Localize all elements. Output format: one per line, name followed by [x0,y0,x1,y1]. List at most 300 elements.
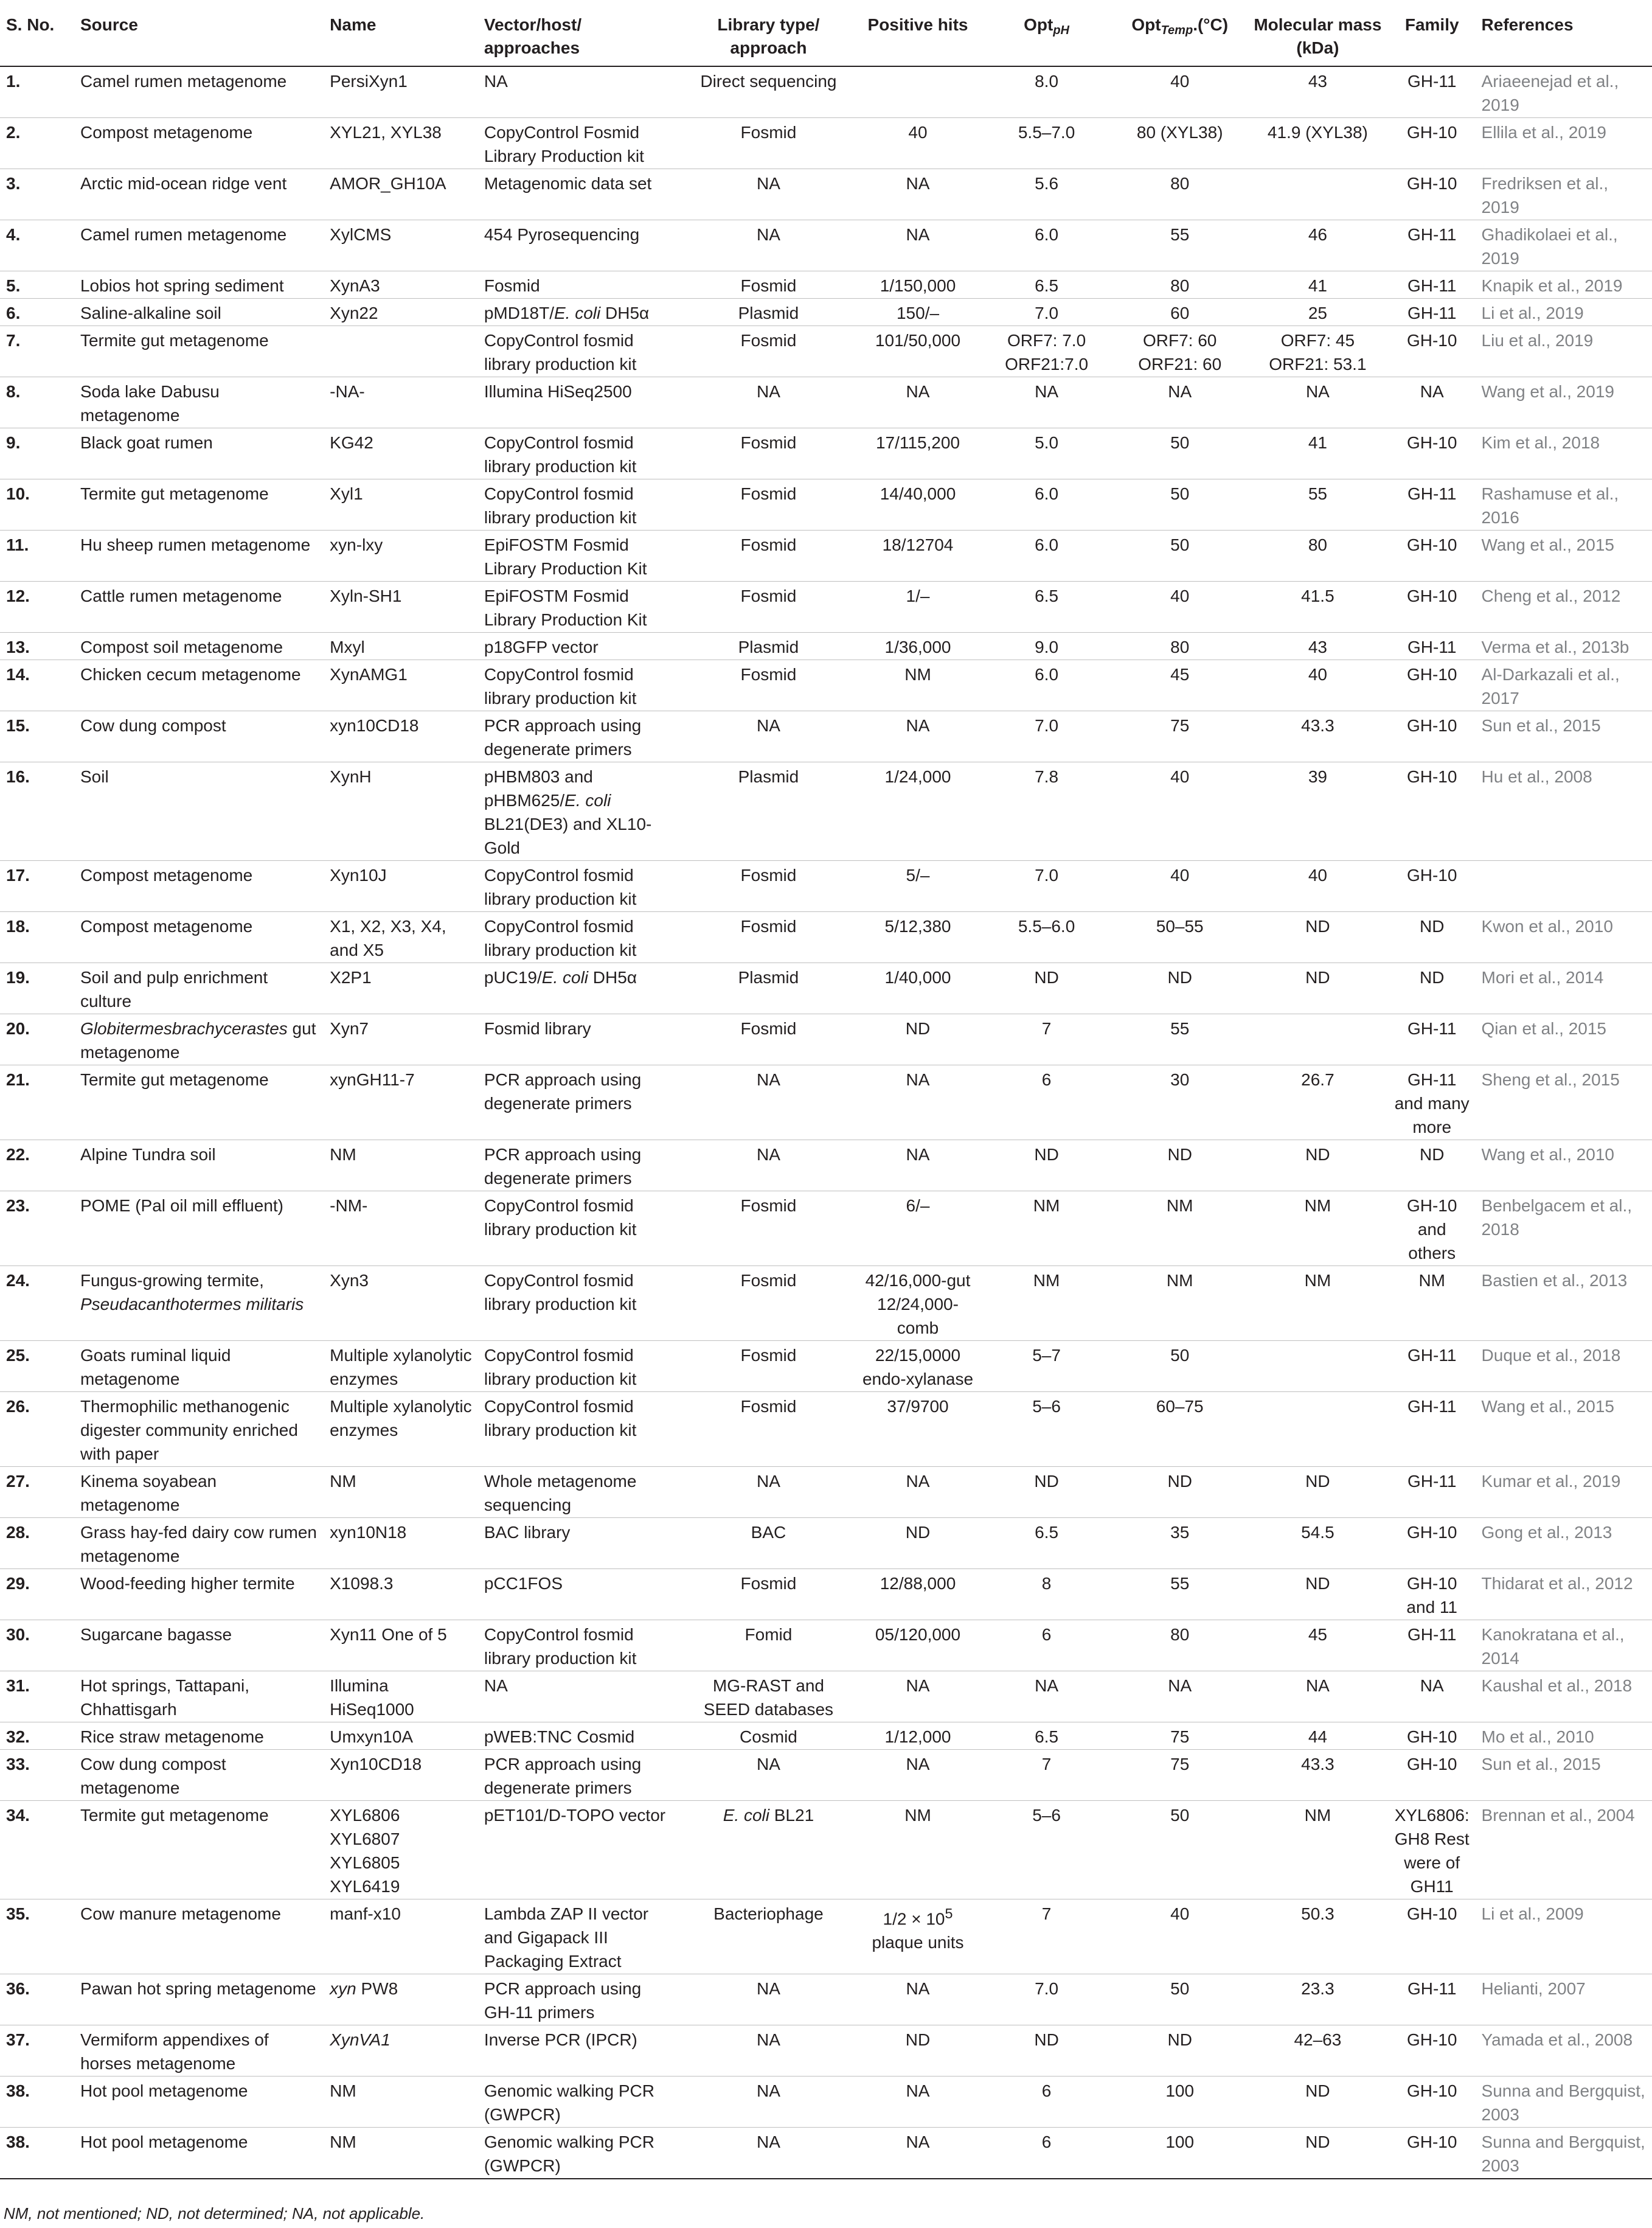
cell-opt-temp: 35 [1112,1518,1247,1569]
cell-reference: Wang et al., 2015 [1476,531,1652,582]
cell-source: Compost metagenome [74,912,324,963]
cell-reference: Sheng et al., 2015 [1476,1065,1652,1140]
cell-molecular-mass: 40 [1247,861,1387,912]
table-row [0,912,1652,963]
cell-positive-hits: NM [854,1801,980,1899]
cell-vector: pWEB:TNC Cosmid [478,1722,682,1750]
cell-library-type: MG-RAST and SEED databases [681,1671,854,1722]
cell-molecular-mass: NM [1247,1191,1387,1266]
cell-library-type: BAC [681,1518,854,1569]
cell-sno: 18. [0,912,74,963]
cell-library-type: NA [681,169,854,220]
cell-opt-temp: NA [1112,377,1247,428]
cell-opt-temp: 40 [1112,762,1247,861]
cell-source: Cow manure metagenome [74,1899,324,1974]
cell-sno: 31. [0,1671,74,1722]
cell-opt-ph: 8.0 [980,66,1112,118]
cell-reference: Cheng et al., 2012 [1476,582,1652,633]
cell-library-type: Fosmid [681,118,854,169]
cell-reference: Wang et al., 2010 [1476,1140,1652,1191]
cell-positive-hits: 40 [854,118,980,169]
cell-vector: CopyControl Fosmid Library Production kit [478,118,682,169]
cell-family: XYL6806: GH8 Rest were of GH11 [1387,1801,1476,1899]
cell-opt-ph: 7.0 [980,299,1112,326]
cell-source: Hot pool metagenome [74,2077,324,2128]
header-opt-temp-sub: Temp [1161,24,1193,37]
cell-positive-hits: NA [854,1065,980,1140]
cell-opt-temp: NM [1112,1266,1247,1341]
cell-reference: Knapik et al., 2019 [1476,271,1652,299]
cell-sno: 10. [0,479,74,531]
cell-reference: Yamada et al., 2008 [1476,2025,1652,2077]
cell-opt-temp: ND [1112,1140,1247,1191]
cell-opt-ph: 5–7 [980,1341,1112,1392]
header-opt-temp [1112,9,1247,66]
cell-molecular-mass: 41 [1247,271,1387,299]
cell-sno: 26. [0,1392,74,1467]
cell-source: Sugarcane bagasse [74,1620,324,1671]
cell-name [324,326,478,377]
cell-opt-temp: 75 [1112,1722,1247,1750]
cell-vector: CopyControl fosmid library production kit [478,428,682,479]
table-row [0,1467,1652,1518]
cell-molecular-mass [1247,169,1387,220]
cell-vector: NA [478,66,682,118]
cell-source: Hot springs, Tattapani, Chhattisgarh [74,1671,324,1722]
cell-sno: 38. [0,2077,74,2128]
cell-opt-ph: 6 [980,1065,1112,1140]
cell-name: X1, X2, X3, X4, and X5 [324,912,478,963]
cell-positive-hits: NA [854,1974,980,2025]
cell-opt-ph: 5–6 [980,1392,1112,1467]
cell-name: Illumina HiSeq1000 [324,1671,478,1722]
cell-opt-ph: 5.5–7.0 [980,118,1112,169]
cell-opt-ph: 6.0 [980,660,1112,711]
cell-opt-temp: 100 [1112,2128,1247,2179]
cell-library-type: NA [681,1065,854,1140]
cell-library-type: Fosmid [681,428,854,479]
cell-family: GH-10 [1387,2025,1476,2077]
table-row [0,2128,1652,2179]
cell-name: Xyn10CD18 [324,1750,478,1801]
cell-library-type: Fomid [681,1620,854,1671]
cell-vector: CopyControl fosmid library production kit [478,326,682,377]
cell-vector: EpiFOSTM Fosmid Library Production Kit [478,531,682,582]
cell-opt-temp: NA [1112,1671,1247,1722]
cell-molecular-mass: ND [1247,2077,1387,2128]
cell-sno: 1. [0,66,74,118]
cell-source: Termite gut metagenome [74,1801,324,1899]
cell-family: GH-10 [1387,861,1476,912]
cell-library-type: NA [681,711,854,762]
cell-positive-hits: 1/24,000 [854,762,980,861]
cell-reference: Helianti, 2007 [1476,1974,1652,2025]
cell-reference: Duque et al., 2018 [1476,1341,1652,1392]
cell-vector: CopyControl fosmid library production kit [478,1341,682,1392]
cell-opt-temp: 75 [1112,1750,1247,1801]
cell-positive-hits: 05/120,000 [854,1620,980,1671]
cell-vector: pCC1FOS [478,1569,682,1620]
cell-library-type: NA [681,2077,854,2128]
cell-molecular-mass: 43 [1247,66,1387,118]
table-row [0,377,1652,428]
cell-vector: Fosmid library [478,1014,682,1065]
table-row [0,169,1652,220]
table-row [0,1722,1652,1750]
cell-source: Alpine Tundra soil [74,1140,324,1191]
cell-sno: 9. [0,428,74,479]
cell-source: Rice straw metagenome [74,1722,324,1750]
cell-reference: Hu et al., 2008 [1476,762,1652,861]
cell-molecular-mass: 80 [1247,531,1387,582]
cell-opt-ph: 7.0 [980,1974,1112,2025]
cell-vector: BAC library [478,1518,682,1569]
cell-positive-hits: NA [854,2128,980,2179]
cell-source: Globitermesbrachycerastes gut metagenome [74,1014,324,1065]
cell-molecular-mass: ND [1247,1467,1387,1518]
cell-name: xynGH11-7 [324,1065,478,1140]
cell-opt-ph: 6.0 [980,220,1112,271]
cell-library-type: Fosmid [681,582,854,633]
cell-library-type: Direct sequencing [681,66,854,118]
cell-molecular-mass [1247,1392,1387,1467]
cell-reference: Benbelgacem et al., 2018 [1476,1191,1652,1266]
cell-molecular-mass: 46 [1247,220,1387,271]
cell-family: GH-10 [1387,1722,1476,1750]
cell-reference: Gong et al., 2013 [1476,1518,1652,1569]
cell-sno: 28. [0,1518,74,1569]
cell-library-type: Fosmid [681,861,854,912]
cell-family: GH-10 [1387,118,1476,169]
table-row [0,582,1652,633]
cell-name: manf-x10 [324,1899,478,1974]
cell-opt-ph: 7 [980,1750,1112,1801]
cell-library-type: NA [681,2128,854,2179]
cell-opt-ph: NM [980,1266,1112,1341]
cell-positive-hits: ND [854,1014,980,1065]
cell-opt-ph: 6.5 [980,1518,1112,1569]
cell-name: Xyn22 [324,299,478,326]
table-row [0,1974,1652,2025]
cell-source: Termite gut metagenome [74,479,324,531]
cell-vector: CopyControl fosmid library production kit [478,1266,682,1341]
cell-name: Xyn10J [324,861,478,912]
cell-opt-ph: 5.0 [980,428,1112,479]
cell-opt-ph: ORF7: 7.0 ORF21:7.0 [980,326,1112,377]
cell-opt-temp: 60 [1112,299,1247,326]
cell-positive-hits: ND [854,2025,980,2077]
cell-opt-temp: 80 [1112,633,1247,660]
cell-reference: Mo et al., 2010 [1476,1722,1652,1750]
cell-family: GH-10 [1387,582,1476,633]
table-row [0,66,1652,118]
cell-sno: 14. [0,660,74,711]
cell-reference: Wang et al., 2019 [1476,377,1652,428]
header-opt-temp-base: Opt [1131,15,1161,34]
cell-opt-temp: 50–55 [1112,912,1247,963]
cell-name: NM [324,2077,478,2128]
cell-molecular-mass: NA [1247,377,1387,428]
cell-opt-temp: 50 [1112,1801,1247,1899]
cell-vector: NA [478,1671,682,1722]
cell-molecular-mass: 54.5 [1247,1518,1387,1569]
cell-positive-hits: NA [854,1140,980,1191]
cell-opt-ph: 6 [980,2128,1112,2179]
cell-source: Kinema soyabean metagenome [74,1467,324,1518]
cell-sno: 20. [0,1014,74,1065]
cell-sno: 29. [0,1569,74,1620]
cell-sno: 34. [0,1801,74,1899]
header-molecular-mass: Molecular mass (kDa) [1247,9,1387,66]
cell-library-type: Fosmid [681,326,854,377]
cell-family: ND [1387,1140,1476,1191]
cell-sno: 11. [0,531,74,582]
cell-name: Multiple xylanolytic enzymes [324,1341,478,1392]
header-family: Family [1387,9,1476,66]
cell-positive-hits: 17/115,200 [854,428,980,479]
cell-family: GH-11 [1387,271,1476,299]
cell-reference: Brennan et al., 2004 [1476,1801,1652,1899]
table-row [0,1191,1652,1266]
cell-molecular-mass: 39 [1247,762,1387,861]
cell-name: XYL6806 XYL6807 XYL6805 XYL6419 [324,1801,478,1899]
cell-source: Cow dung compost [74,711,324,762]
cell-molecular-mass: NM [1247,1266,1387,1341]
cell-vector: Genomic walking PCR (GWPCR) [478,2077,682,2128]
cell-library-type: Plasmid [681,299,854,326]
table-row [0,531,1652,582]
cell-opt-ph: 7.0 [980,861,1112,912]
cell-sno: 13. [0,633,74,660]
table-row [0,1014,1652,1065]
cell-source: Thermophilic methanogenic digester community enriched with paper [74,1392,324,1467]
cell-opt-ph: 6.0 [980,479,1112,531]
cell-opt-temp: 50 [1112,479,1247,531]
cell-name: AMOR_GH10A [324,169,478,220]
cell-library-type: NA [681,1140,854,1191]
cell-opt-temp: 50 [1112,428,1247,479]
header-vector: Vector/host/ approaches [478,9,682,66]
cell-reference: Kumar et al., 2019 [1476,1467,1652,1518]
cell-opt-temp: 80 [1112,1620,1247,1671]
table-footnote: NM, not mentioned; ND, not determined; NA, not applicable. [4,2204,425,2223]
cell-sno: 24. [0,1266,74,1341]
cell-vector: PCR approach using degenerate primers [478,1750,682,1801]
cell-family: GH-11 [1387,220,1476,271]
cell-name: NM [324,1140,478,1191]
cell-vector: Whole metagenome sequencing [478,1467,682,1518]
cell-source: POME (Pal oil mill effluent) [74,1191,324,1266]
table-row [0,299,1652,326]
cell-family: GH-10 [1387,2128,1476,2179]
cell-positive-hits: 5/– [854,861,980,912]
cell-vector: PCR approach using degenerate primers [478,1140,682,1191]
cell-positive-hits: NA [854,2077,980,2128]
cell-family: GH-10 [1387,660,1476,711]
cell-molecular-mass: NM [1247,1801,1387,1899]
cell-family: GH-10 and 11 [1387,1569,1476,1620]
table-row [0,660,1652,711]
cell-reference: Qian et al., 2015 [1476,1014,1652,1065]
table-row [0,1671,1652,1722]
table-row [0,963,1652,1014]
cell-opt-temp: 80 [1112,169,1247,220]
cell-opt-ph: ND [980,2025,1112,2077]
cell-name: X1098.3 [324,1569,478,1620]
cell-source: Wood-feeding higher termite [74,1569,324,1620]
cell-source: Cow dung compost metagenome [74,1750,324,1801]
cell-library-type: Plasmid [681,963,854,1014]
table-row [0,220,1652,271]
cell-molecular-mass: NA [1247,1671,1387,1722]
cell-reference: Kanokratana et al., 2014 [1476,1620,1652,1671]
cell-molecular-mass: ORF7: 45 ORF21: 53.1 [1247,326,1387,377]
cell-name: Mxyl [324,633,478,660]
cell-library-type: NA [681,2025,854,2077]
cell-family: GH-11 and many more [1387,1065,1476,1140]
cell-opt-ph: 5.5–6.0 [980,912,1112,963]
cell-opt-ph: 7 [980,1899,1112,1974]
cell-positive-hits: NA [854,711,980,762]
cell-sno: 21. [0,1065,74,1140]
cell-positive-hits: NA [854,220,980,271]
cell-vector: CopyControl fosmid library production kit [478,479,682,531]
table-row [0,1801,1652,1899]
cell-name: X2P1 [324,963,478,1014]
header-opt-ph [980,9,1112,66]
cell-name: xyn-lxy [324,531,478,582]
cell-positive-hits: 22/15,0000 endo-xylanase [854,1341,980,1392]
cell-opt-ph: 8 [980,1569,1112,1620]
cell-family: GH-11 [1387,1014,1476,1065]
cell-library-type: NA [681,220,854,271]
cell-opt-temp: 100 [1112,2077,1247,2128]
cell-source: Compost metagenome [74,118,324,169]
cell-sno: 30. [0,1620,74,1671]
xylanase-table [0,9,1652,2179]
cell-reference: Fredriksen et al., 2019 [1476,169,1652,220]
cell-name: NM [324,2128,478,2179]
header-name: Name [324,9,478,66]
cell-source: Vermiform appendixes of horses metagenome [74,2025,324,2077]
cell-opt-ph: 6 [980,2077,1112,2128]
cell-opt-ph: NM [980,1191,1112,1266]
cell-molecular-mass: 55 [1247,479,1387,531]
cell-family: NM [1387,1266,1476,1341]
cell-reference: Sun et al., 2015 [1476,711,1652,762]
cell-family: ND [1387,963,1476,1014]
cell-family: GH-11 [1387,1341,1476,1392]
cell-reference: Bastien et al., 2013 [1476,1266,1652,1341]
table-row [0,2077,1652,2128]
cell-family: GH-10 [1387,169,1476,220]
cell-source: Soil [74,762,324,861]
cell-reference [1476,861,1652,912]
cell-opt-temp: ND [1112,963,1247,1014]
cell-vector: CopyControl fosmid library production kit [478,660,682,711]
cell-positive-hits: $1/2 \times 10^5$ plaque units [854,1899,980,1974]
cell-library-type: Cosmid [681,1722,854,1750]
cell-family: GH-10 [1387,762,1476,861]
cell-family: GH-11 [1387,633,1476,660]
cell-opt-temp: 40 [1112,1899,1247,1974]
cell-molecular-mass: 44 [1247,1722,1387,1750]
header-positive-hits: Positive hits [854,9,980,66]
cell-name: XynVA1 [324,2025,478,2077]
cell-molecular-mass: 50.3 [1247,1899,1387,1974]
cell-positive-hits: 42/16,000-gut 12/24,000-comb [854,1266,980,1341]
cell-family: GH-10 [1387,428,1476,479]
cell-vector: p18GFP vector [478,633,682,660]
cell-family: GH-10 and others [1387,1191,1476,1266]
cell-name: Multiple xylanolytic enzymes [324,1392,478,1467]
cell-sno: 25. [0,1341,74,1392]
cell-molecular-mass: 40 [1247,660,1387,711]
cell-library-type: Fosmid [681,1569,854,1620]
cell-family: GH-10 [1387,711,1476,762]
cell-opt-temp: 75 [1112,711,1247,762]
cell-opt-temp: 80 (XYL38) [1112,118,1247,169]
cell-library-type: NA [681,1974,854,2025]
table-row [0,711,1652,762]
cell-molecular-mass: 41.9 (XYL38) [1247,118,1387,169]
cell-name: KG42 [324,428,478,479]
cell-positive-hits [854,66,980,118]
cell-vector: EpiFOSTM Fosmid Library Production Kit [478,582,682,633]
cell-vector: pUC19/E. coli DH5α [478,963,682,1014]
cell-vector: PCR approach using degenerate primers [478,1065,682,1140]
cell-opt-ph: 6 [980,1620,1112,1671]
cell-name: xyn PW8 [324,1974,478,2025]
cell-family: GH-10 [1387,1518,1476,1569]
cell-name: xyn10CD18 [324,711,478,762]
cell-molecular-mass: ND [1247,2128,1387,2179]
cell-family: GH-10 [1387,1750,1476,1801]
cell-positive-hits: NA [854,1671,980,1722]
cell-vector: Genomic walking PCR (GWPCR) [478,2128,682,2179]
cell-reference: Kwon et al., 2010 [1476,912,1652,963]
cell-positive-hits: 1/12,000 [854,1722,980,1750]
cell-library-type: Bacteriophage [681,1899,854,1974]
cell-sno: 17. [0,861,74,912]
cell-opt-temp: 40 [1112,66,1247,118]
cell-molecular-mass: 45 [1247,1620,1387,1671]
cell-family: ND [1387,912,1476,963]
cell-molecular-mass [1247,1014,1387,1065]
cell-opt-ph: ND [980,1140,1112,1191]
cell-opt-temp: NM [1112,1191,1247,1266]
cell-sno: 23. [0,1191,74,1266]
cell-opt-temp: 60–75 [1112,1392,1247,1467]
cell-reference: Thidarat et al., 2012 [1476,1569,1652,1620]
cell-sno: 15. [0,711,74,762]
cell-sno: 19. [0,963,74,1014]
cell-opt-temp: ORF7: 60 ORF21: 60 [1112,326,1247,377]
cell-library-type: Fosmid [681,1266,854,1341]
cell-library-type: NA [681,377,854,428]
cell-source: Goats ruminal liquid metagenome [74,1341,324,1392]
cell-positive-hits: 12/88,000 [854,1569,980,1620]
cell-reference: Ellila et al., 2019 [1476,118,1652,169]
cell-source: Compost soil metagenome [74,633,324,660]
cell-molecular-mass: 42–63 [1247,2025,1387,2077]
table-row [0,118,1652,169]
cell-family: GH-11 [1387,299,1476,326]
cell-reference: Sunna and Bergquist, 2003 [1476,2128,1652,2179]
table-row [0,1065,1652,1140]
cell-positive-hits: 5/12,380 [854,912,980,963]
cell-positive-hits: 18/12704 [854,531,980,582]
